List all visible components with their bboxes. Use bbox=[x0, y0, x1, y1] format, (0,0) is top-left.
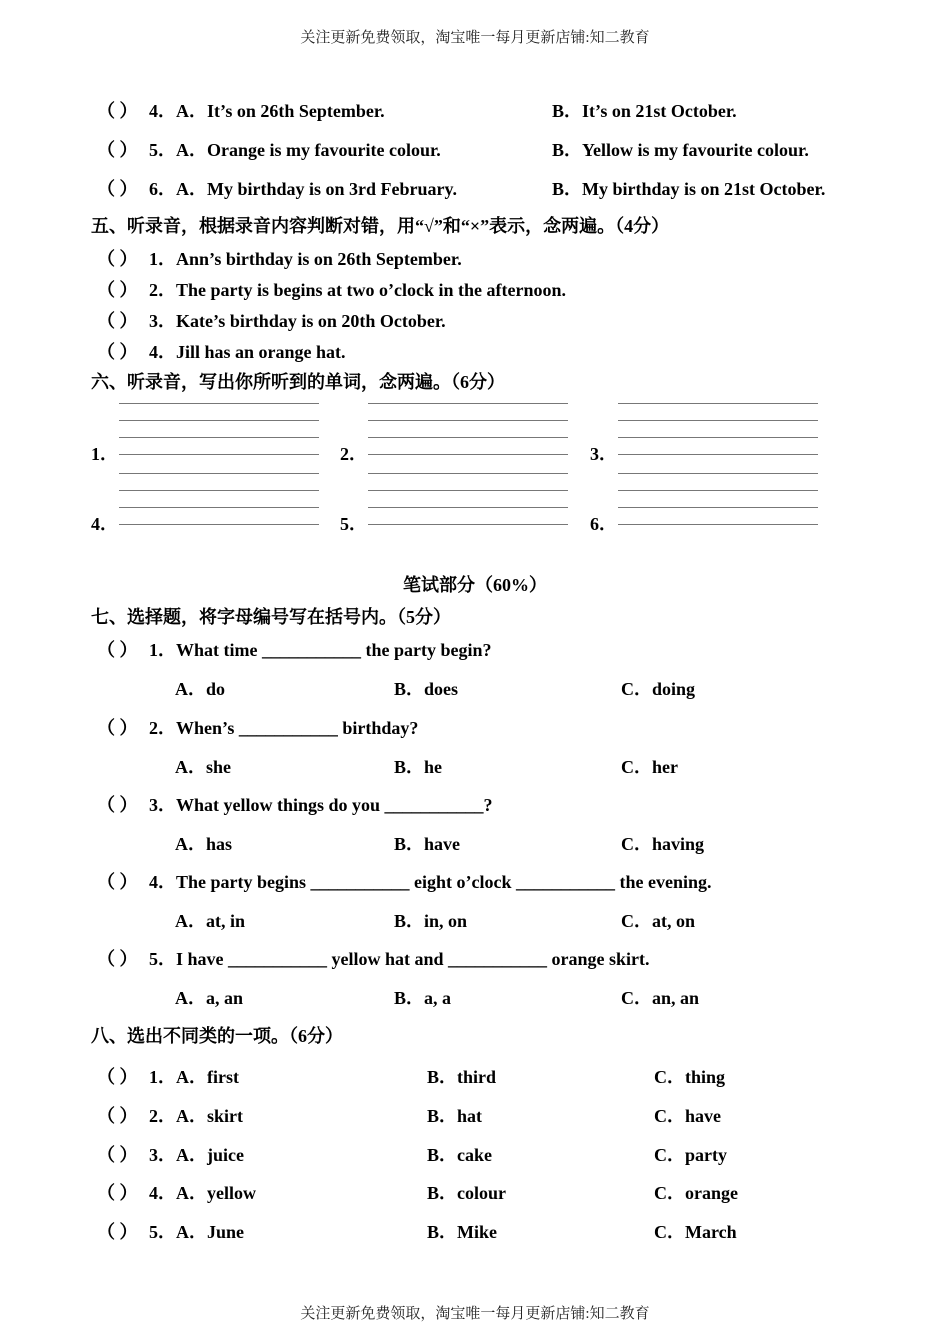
answer-paren[interactable]: （ ） bbox=[97, 949, 138, 969]
option-a: A．a, an bbox=[175, 988, 244, 1008]
option-c: C．an, an bbox=[621, 988, 700, 1008]
listen-question-4 bbox=[97, 97, 385, 123]
choice-question bbox=[97, 636, 491, 662]
true-false-item bbox=[97, 307, 446, 333]
answer-paren[interactable]: （ ） bbox=[97, 249, 138, 269]
listen-question-6 bbox=[97, 175, 457, 201]
writing-line[interactable] bbox=[119, 437, 319, 438]
writing-line[interactable] bbox=[119, 473, 319, 474]
question-number: 4． bbox=[149, 101, 176, 121]
writing-line[interactable] bbox=[368, 490, 568, 491]
answer-paren[interactable]: （ ） bbox=[97, 1067, 138, 1087]
option-c: C．orange bbox=[654, 1183, 738, 1203]
item-number: 1． bbox=[149, 1067, 176, 1087]
writing-line[interactable] bbox=[618, 473, 818, 474]
option-c: C．March bbox=[654, 1222, 737, 1242]
section-7-title: 七、选择题，将字母编号写在括号内。（5分） bbox=[91, 607, 451, 627]
question-number: 5． bbox=[149, 949, 176, 969]
option-b: B．hat bbox=[427, 1106, 483, 1126]
word-number: 2． bbox=[340, 444, 367, 464]
answer-paren[interactable]: （ ） bbox=[97, 101, 138, 121]
option-c: C．doing bbox=[621, 679, 696, 699]
item-text: The party is begins at two o’clock in the afternoon. bbox=[176, 280, 566, 300]
answer-paren[interactable]: （ ） bbox=[97, 1183, 138, 1203]
section-5-title: 五、听录音，根据录音内容判断对错，用“√”和“×”表示，念两遍。（4分） bbox=[91, 216, 670, 236]
option-c: C．at, on bbox=[621, 911, 696, 931]
question-text: What time ___________ the party begin? bbox=[176, 640, 492, 660]
writing-line[interactable] bbox=[618, 437, 818, 438]
answer-paren[interactable]: （ ） bbox=[97, 640, 138, 660]
section-8-title: 八、选出不同类的一项。（6分） bbox=[91, 1026, 343, 1046]
answer-paren[interactable]: （ ） bbox=[97, 718, 138, 738]
option-a: A．yellow bbox=[176, 1183, 256, 1203]
writing-line[interactable] bbox=[618, 524, 818, 525]
option-b: B．Mike bbox=[427, 1222, 497, 1242]
item-number: 4． bbox=[149, 342, 176, 362]
word-number: 3． bbox=[590, 444, 617, 464]
option-a: A．My birthday is on 3rd February. bbox=[176, 179, 458, 199]
option-b: B．My birthday is on 21st October. bbox=[552, 179, 826, 199]
question-number: 4． bbox=[149, 872, 176, 892]
choice-question bbox=[97, 714, 418, 740]
option-b: B．third bbox=[427, 1067, 497, 1087]
answer-paren[interactable]: （ ） bbox=[97, 1222, 138, 1242]
option-a: A．skirt bbox=[176, 1106, 243, 1126]
question-number: 6． bbox=[149, 179, 176, 199]
odd-one-out-item bbox=[97, 1218, 244, 1244]
question-number: 1． bbox=[149, 640, 176, 660]
option-a: A．do bbox=[175, 679, 226, 699]
question-text: When’s ___________ birthday? bbox=[176, 718, 419, 738]
option-c: C．having bbox=[621, 834, 705, 854]
writing-line[interactable] bbox=[618, 507, 818, 508]
writing-line[interactable] bbox=[368, 473, 568, 474]
option-a: A．she bbox=[175, 757, 232, 777]
word-number: 5． bbox=[340, 514, 367, 534]
word-number: 6． bbox=[590, 514, 617, 534]
option-b: B．have bbox=[394, 834, 461, 854]
section-6-title: 六、听录音，写出你所听到的单词，念两遍。（6分） bbox=[91, 372, 505, 392]
option-a: A．juice bbox=[176, 1145, 244, 1165]
option-b: B．colour bbox=[427, 1183, 506, 1203]
option-a: A．It’s on 26th September. bbox=[176, 101, 385, 121]
item-number: 5． bbox=[149, 1222, 176, 1242]
question-text: What yellow things do you ___________? bbox=[176, 795, 493, 815]
odd-one-out-item bbox=[97, 1141, 244, 1167]
page-footer: 关注更新免费领取，淘宝唯一每月更新店铺:知二教育 bbox=[300, 1306, 650, 1322]
item-text: Kate’s birthday is on 20th October. bbox=[176, 311, 446, 331]
item-number: 3． bbox=[149, 1145, 176, 1165]
option-b: B．It’s on 21st October. bbox=[552, 101, 737, 121]
answer-paren[interactable]: （ ） bbox=[97, 140, 138, 160]
odd-one-out-item bbox=[97, 1102, 243, 1128]
option-c: C．have bbox=[654, 1106, 721, 1126]
writing-line[interactable] bbox=[368, 524, 568, 525]
option-a: A．has bbox=[175, 834, 233, 854]
option-b: B．he bbox=[394, 757, 443, 777]
question-number: 2． bbox=[149, 718, 176, 738]
item-text: Ann’s birthday is on 26th September. bbox=[176, 249, 462, 269]
answer-paren[interactable]: （ ） bbox=[97, 795, 138, 815]
writing-line[interactable] bbox=[618, 403, 818, 404]
writing-line[interactable] bbox=[618, 420, 818, 421]
option-b: B．in, on bbox=[394, 911, 468, 931]
listen-question-5 bbox=[97, 136, 441, 162]
option-a: A．June bbox=[176, 1222, 245, 1242]
option-c: C．her bbox=[621, 757, 678, 777]
option-a: A．first bbox=[176, 1067, 239, 1087]
option-a: A．Orange is my favourite colour. bbox=[176, 140, 441, 160]
writing-line[interactable] bbox=[119, 403, 319, 404]
option-b: B．cake bbox=[427, 1145, 492, 1165]
question-number: 5． bbox=[149, 140, 176, 160]
answer-paren[interactable]: （ ） bbox=[97, 179, 138, 199]
answer-paren[interactable]: （ ） bbox=[97, 1106, 138, 1126]
question-number: 3． bbox=[149, 795, 176, 815]
writing-line[interactable] bbox=[368, 437, 568, 438]
option-c: C．party bbox=[654, 1145, 727, 1165]
true-false-item bbox=[97, 276, 566, 302]
choice-question bbox=[97, 945, 650, 971]
item-number: 2． bbox=[149, 1106, 176, 1126]
writing-line[interactable] bbox=[368, 454, 568, 455]
writing-line[interactable] bbox=[119, 507, 319, 508]
answer-paren[interactable]: （ ） bbox=[97, 1145, 138, 1165]
writing-line[interactable] bbox=[119, 420, 319, 421]
writing-line[interactable] bbox=[368, 403, 568, 404]
answer-paren[interactable]: （ ） bbox=[97, 280, 138, 300]
true-false-item bbox=[97, 245, 462, 271]
option-c: C．thing bbox=[654, 1067, 726, 1087]
word-number: 1． bbox=[91, 444, 118, 464]
item-number: 1． bbox=[149, 249, 176, 269]
odd-one-out-item bbox=[97, 1179, 256, 1205]
odd-one-out-item bbox=[97, 1063, 239, 1089]
true-false-item bbox=[97, 338, 346, 364]
word-number: 4． bbox=[91, 514, 118, 534]
item-number: 4． bbox=[149, 1183, 176, 1203]
question-text: The party begins ___________ eight o’clock ___________ the evening. bbox=[176, 872, 712, 892]
option-b: B．does bbox=[394, 679, 459, 699]
answer-paren[interactable]: （ ） bbox=[97, 342, 138, 362]
choice-question bbox=[97, 791, 493, 817]
writing-line[interactable] bbox=[618, 490, 818, 491]
answer-paren[interactable]: （ ） bbox=[97, 872, 138, 892]
option-b: B．Yellow is my favourite colour. bbox=[552, 140, 809, 160]
writing-line[interactable] bbox=[119, 454, 319, 455]
item-number: 2． bbox=[149, 280, 176, 300]
question-text: I have ___________ yellow hat and ___________ orange skirt. bbox=[176, 949, 650, 969]
written-part-title: 笔试部分（60%） bbox=[403, 575, 547, 595]
writing-line[interactable] bbox=[119, 490, 319, 491]
option-a: A．at, in bbox=[175, 911, 246, 931]
writing-line[interactable] bbox=[368, 507, 568, 508]
writing-line[interactable] bbox=[368, 420, 568, 421]
writing-line[interactable] bbox=[618, 454, 818, 455]
answer-paren[interactable]: （ ） bbox=[97, 311, 138, 331]
choice-question bbox=[97, 868, 712, 894]
option-b: B．a, a bbox=[394, 988, 452, 1008]
writing-line[interactable] bbox=[119, 524, 319, 525]
item-number: 3． bbox=[149, 311, 176, 331]
item-text: Jill has an orange hat. bbox=[176, 342, 346, 362]
page-header: 关注更新免费领取，淘宝唯一每月更新店铺:知二教育 bbox=[300, 30, 650, 46]
